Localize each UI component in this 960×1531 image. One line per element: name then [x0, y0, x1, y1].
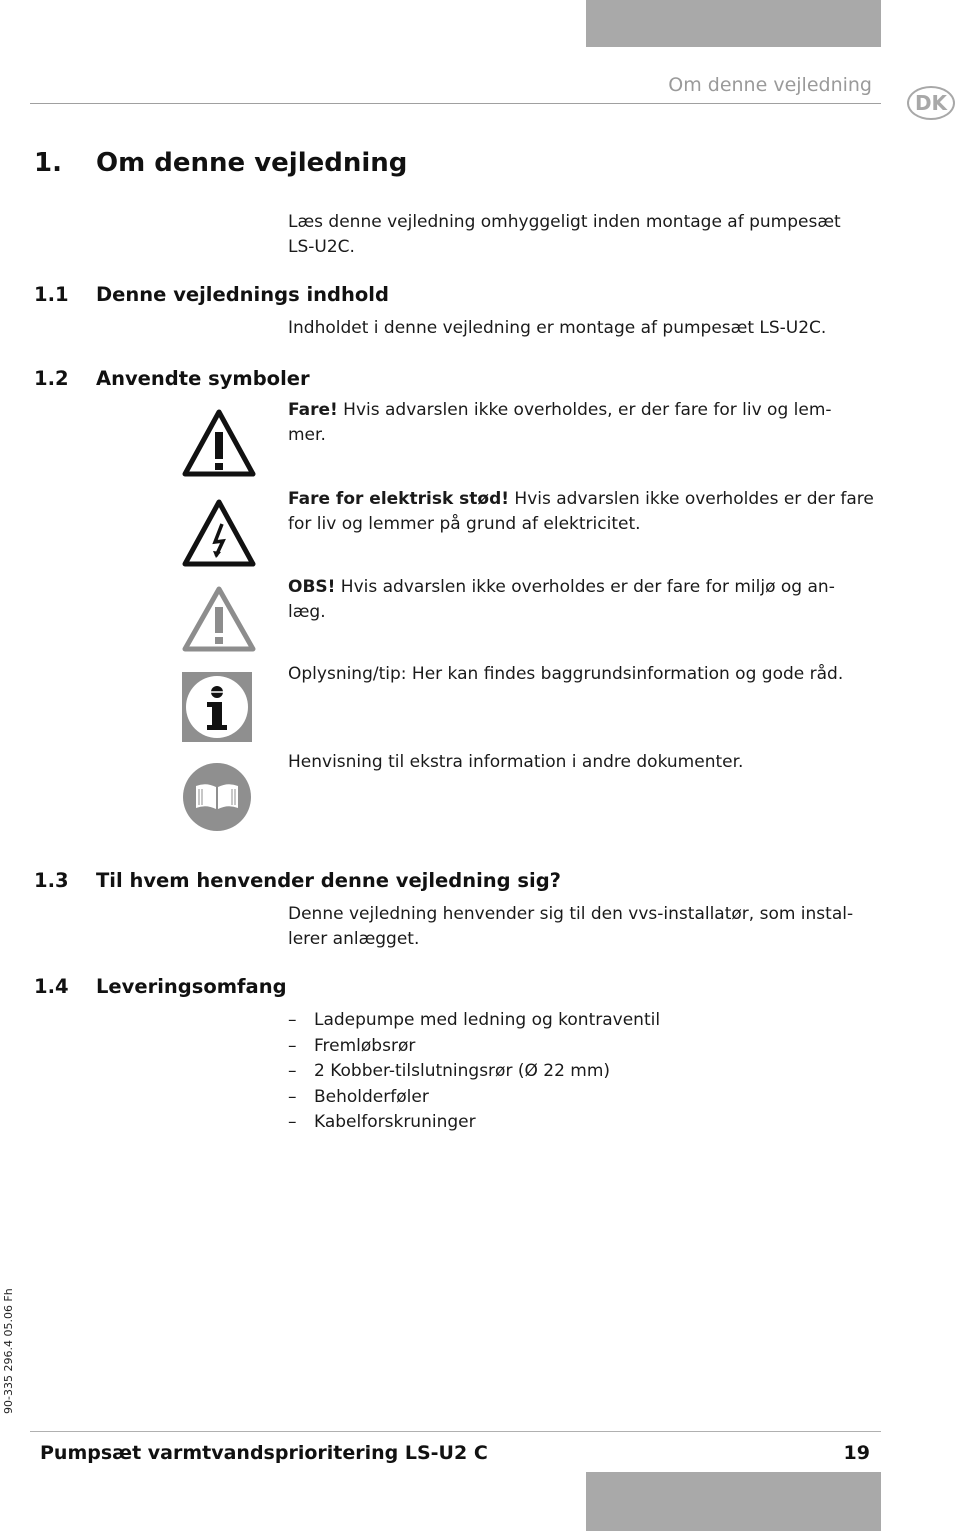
symbol-label: OBS! — [288, 577, 336, 597]
text-line: lerer anlægget. — [288, 929, 420, 949]
info-icon — [182, 672, 252, 742]
list-item — [288, 1034, 660, 1060]
book-icon — [182, 762, 252, 832]
intro-line: LS-U2C. — [288, 237, 355, 257]
section-1-3-text — [288, 902, 888, 952]
electric-hazard-icon — [182, 498, 256, 568]
symbol-description: Henvisning til ekstra information i andre dokumenter. — [288, 752, 744, 772]
list-item — [288, 1110, 660, 1136]
symbol-text: for liv og lemmer på grund af elektricitet. — [288, 514, 641, 534]
section-title: Anvendte symboler — [96, 367, 310, 390]
delivery-list — [288, 1008, 660, 1136]
running-header-title: Om denne vejledning — [668, 74, 872, 96]
list-item — [288, 1059, 660, 1085]
list-item — [288, 1008, 660, 1034]
section-title: Til hvem henvender denne vejledning sig? — [96, 869, 561, 892]
footer-document-title: Pumpsæt varmtvandsprioritering LS-U2 C — [40, 1442, 488, 1464]
section-1-2-heading — [34, 367, 310, 390]
list-item-text: Beholderføler — [314, 1086, 429, 1107]
section-1-3-heading — [34, 869, 561, 892]
language-badge: DK — [907, 86, 955, 120]
header-gray-block — [586, 0, 881, 47]
section-title: Leveringsomfang — [96, 975, 287, 998]
list-item-text: 2 Kobber-tilslutningsrør (Ø 22 mm) — [314, 1061, 611, 1081]
symbol-text: Hvis advarslen ikke overholdes, er der fare for liv og lem- — [337, 400, 832, 420]
section-number: 1.1 — [34, 283, 69, 306]
header-rule — [30, 103, 881, 104]
symbol-text: mer. — [288, 425, 326, 445]
list-item-text: Kabelforskruninger — [314, 1112, 476, 1132]
section-1-intro — [288, 210, 888, 260]
symbol-text: Hvis advarslen ikke overholdes er der fare — [509, 489, 874, 509]
symbol-text: læg. — [288, 602, 326, 622]
section-number: 1.3 — [34, 869, 69, 892]
list-item-text: Ladepumpe med ledning og kontraventil — [314, 1010, 661, 1030]
section-title: Om denne vejledning — [96, 148, 408, 178]
warning-triangle-icon — [182, 408, 256, 478]
list-item — [288, 1085, 660, 1111]
list-dash: – — [288, 1035, 297, 1056]
list-dash: – — [288, 1061, 297, 1081]
symbol-label: Fare for elektrisk stød! — [288, 489, 510, 509]
text-line: Denne vejledning henvender sig til den vvs-installatør, som instal- — [288, 904, 854, 924]
list-dash: – — [288, 1112, 297, 1132]
footer-rule — [30, 1431, 881, 1432]
section-title: Denne vejlednings indhold — [96, 283, 389, 306]
intro-line: Læs denne vejledning omhyggeligt inden montage af pumpesæt — [288, 212, 841, 232]
list-dash: – — [288, 1086, 297, 1107]
symbol-description — [288, 575, 888, 625]
section-1-4-heading — [34, 975, 287, 998]
section-number: 1.4 — [34, 975, 69, 998]
section-1-heading — [34, 148, 407, 178]
section-number: 1.2 — [34, 367, 69, 390]
section-1-1-heading — [34, 283, 389, 306]
symbol-label: Fare! — [288, 400, 338, 420]
list-item-text: Fremløbsrør — [314, 1035, 416, 1056]
document-reference: 90-335 296.4 05.06 Fh — [2, 1288, 15, 1414]
section-number: 1. — [34, 148, 62, 178]
caution-triangle-icon — [182, 585, 256, 653]
symbol-description — [288, 398, 888, 448]
footer-gray-block — [586, 1472, 881, 1531]
list-dash: – — [288, 1010, 297, 1030]
symbol-description — [288, 487, 888, 537]
section-1-1-text: Indholdet i denne vejledning er montage af pumpesæt LS-U2C. — [288, 318, 827, 338]
symbol-description: Oplysning/tip: Her kan findes baggrundsinformation og gode råd. — [288, 664, 844, 684]
page-number: 19 — [843, 1442, 870, 1464]
symbol-text: Hvis advarslen ikke overholdes er der fare for miljø og an- — [335, 577, 835, 597]
